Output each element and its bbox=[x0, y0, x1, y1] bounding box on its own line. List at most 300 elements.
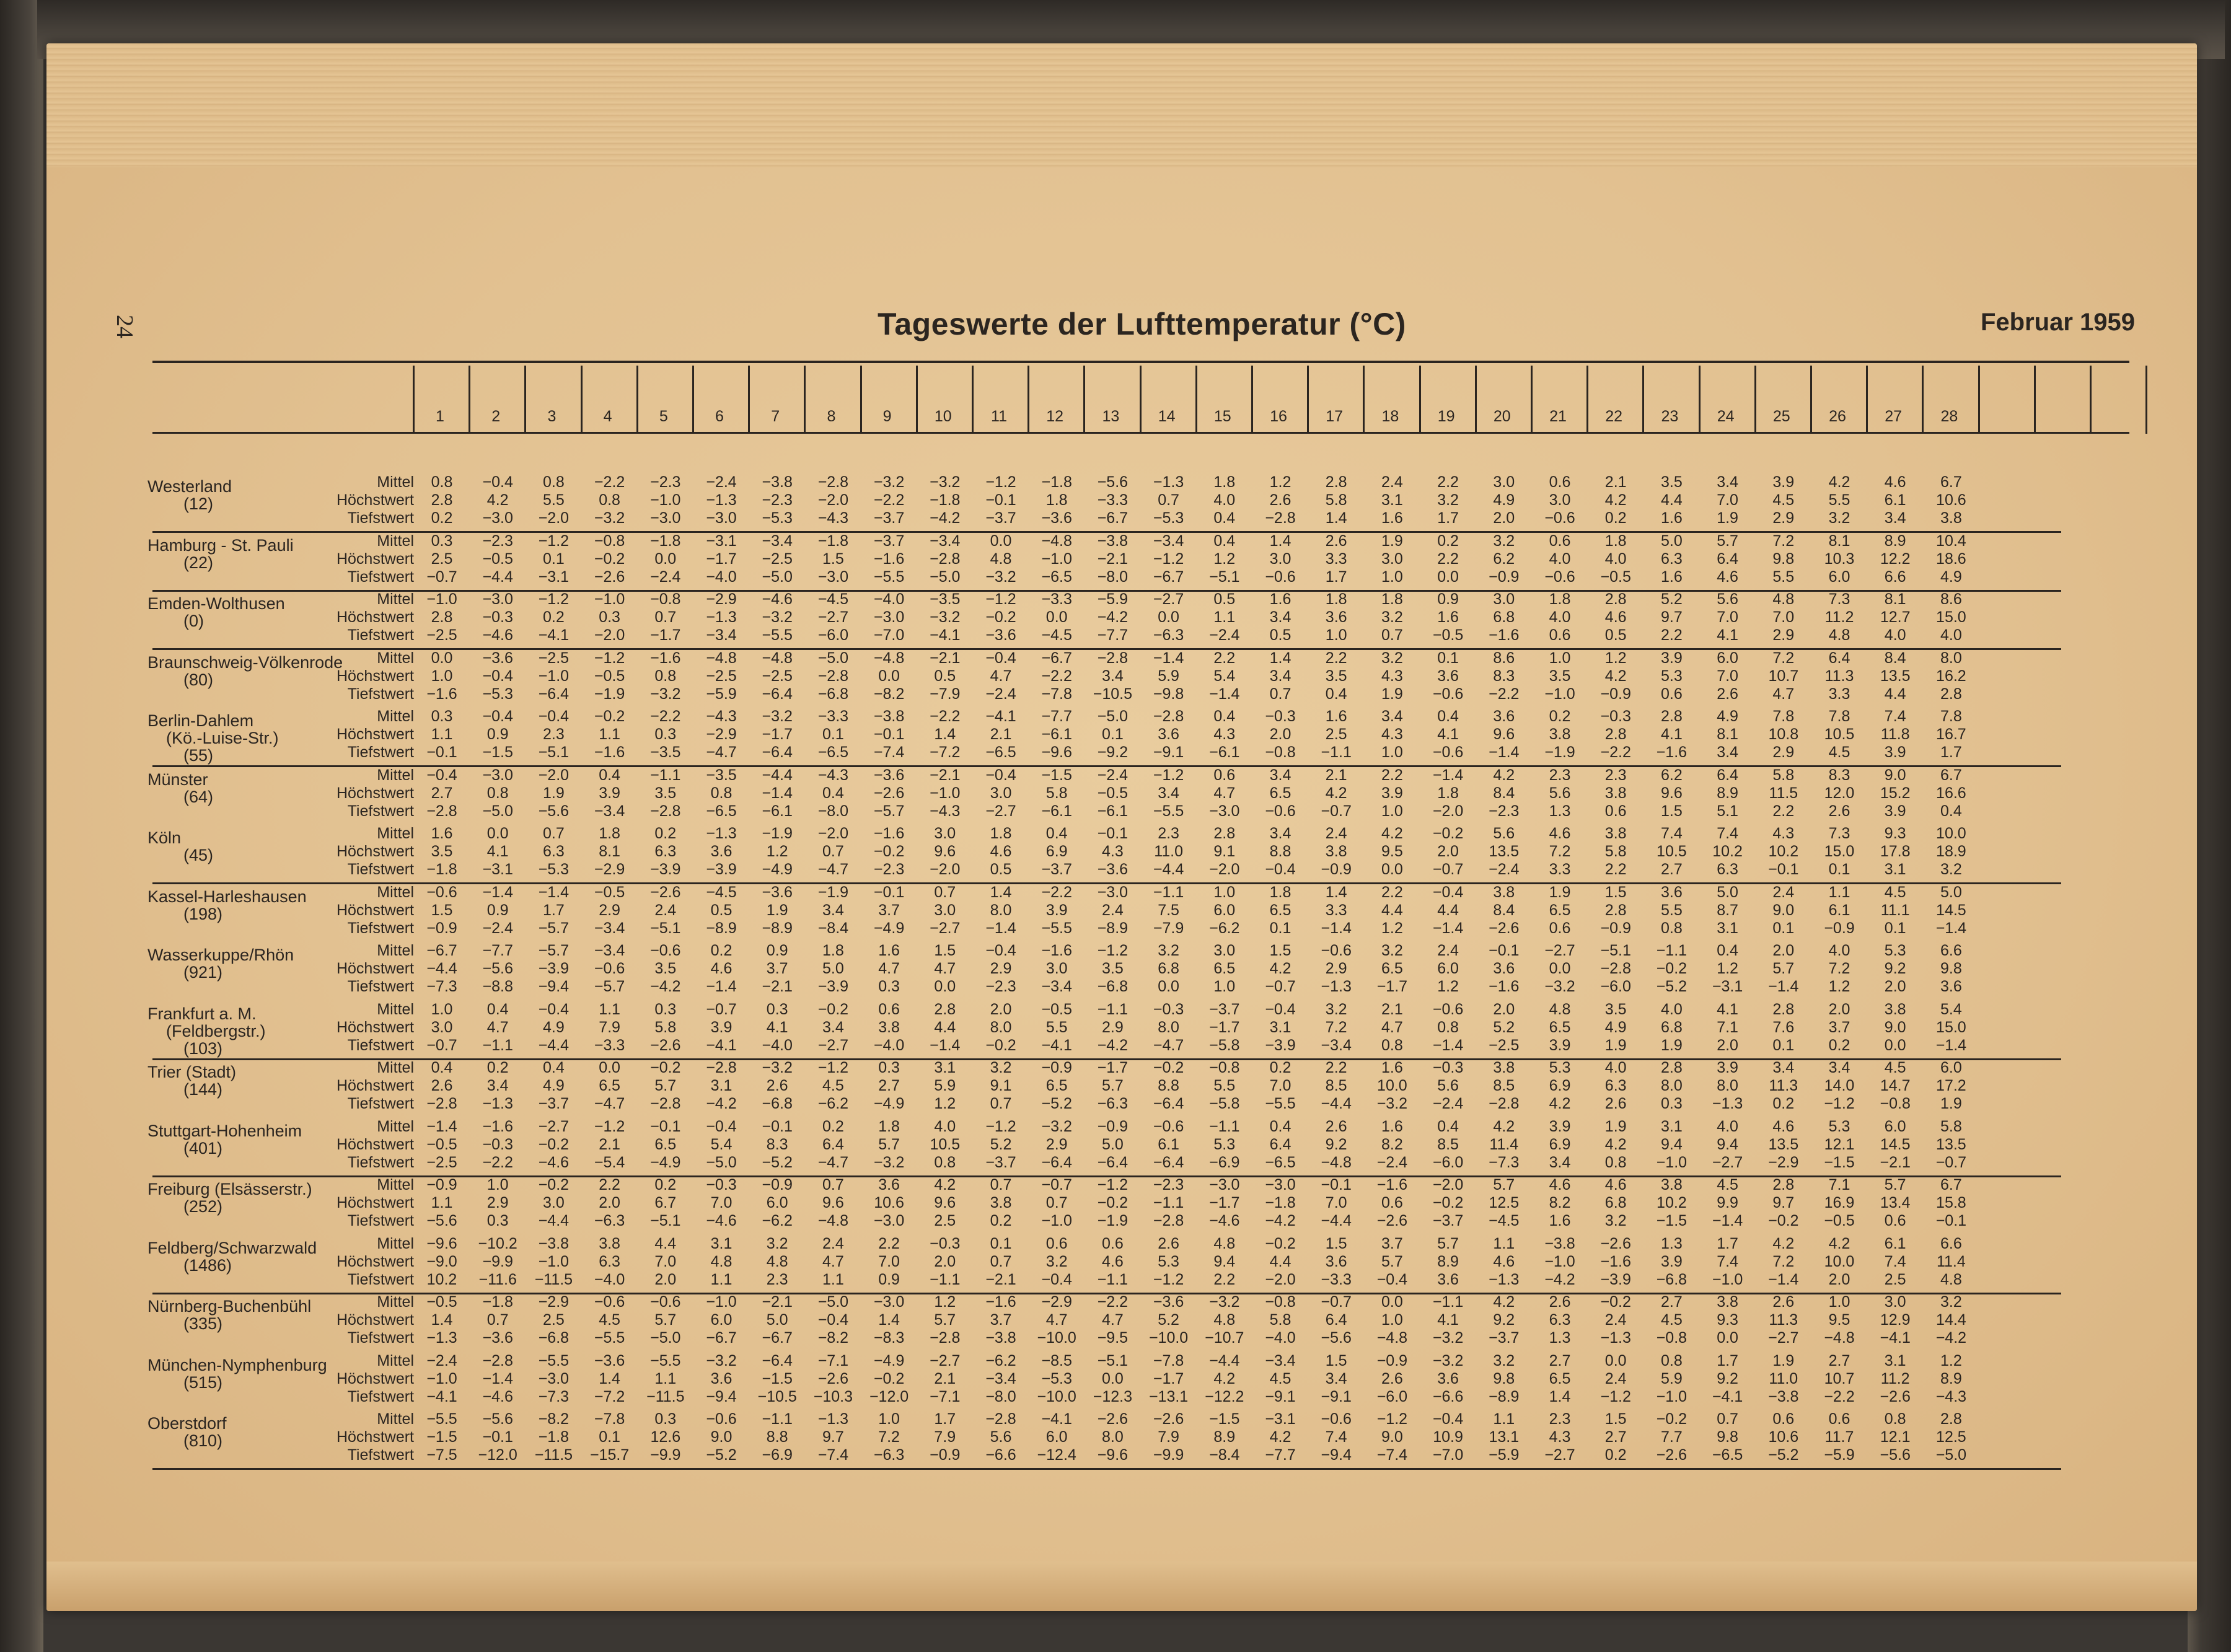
temperature-value: 0.4 bbox=[1437, 708, 1459, 725]
row-label-mean: Mittel bbox=[377, 708, 414, 725]
temperature-value: −1.8 bbox=[426, 861, 457, 878]
temperature-value: 1.6 bbox=[878, 942, 900, 959]
temperature-value: −0.6 bbox=[650, 1293, 681, 1311]
temperature-value: 1.7 bbox=[1717, 1234, 1738, 1252]
header-column-divider bbox=[916, 366, 918, 434]
temperature-value: −0.6 bbox=[594, 960, 625, 977]
temperature-value: 0.6 bbox=[1549, 919, 1571, 937]
station-elevation: (1486) bbox=[183, 1255, 232, 1275]
temperature-value: 1.8 bbox=[1269, 883, 1292, 901]
header-column-divider bbox=[804, 366, 806, 434]
temperature-value: −0.9 bbox=[1376, 1351, 1408, 1369]
temperature-value: 13.5 bbox=[1936, 1135, 1966, 1153]
temperature-value: 0.7 bbox=[1381, 626, 1403, 644]
temperature-value: 3.6 bbox=[1325, 609, 1347, 626]
temperature-value: 0.1 bbox=[1884, 919, 1906, 937]
temperature-value: 5.8 bbox=[1325, 491, 1347, 509]
temperature-value: 0.0 bbox=[1717, 1329, 1738, 1347]
temperature-value: −1.1 bbox=[1153, 1194, 1184, 1211]
temperature-value: 12.7 bbox=[1880, 609, 1911, 626]
temperature-value: 5.9 bbox=[1661, 1369, 1683, 1387]
temperature-value: −5.6 bbox=[482, 1410, 513, 1428]
temperature-value: 1.5 bbox=[1325, 1234, 1347, 1252]
temperature-value: 13.5 bbox=[1768, 1135, 1799, 1153]
temperature-value: −0.1 bbox=[1097, 825, 1129, 842]
temperature-value: −0.6 bbox=[1544, 509, 1575, 527]
temperature-value: −2.7 bbox=[817, 1036, 849, 1054]
temperature-value: −0.3 bbox=[706, 1176, 737, 1193]
temperature-value: −2.8 bbox=[1600, 960, 1631, 977]
temperature-value: −8.0 bbox=[817, 802, 849, 820]
temperature-value: −0.6 bbox=[1432, 685, 1464, 703]
row-label-min: Tiefstwert bbox=[347, 1387, 414, 1405]
temperature-value: 16.7 bbox=[1936, 726, 1966, 743]
temperature-value: 4.2 bbox=[1493, 1117, 1515, 1135]
temperature-value: 11.3 bbox=[1769, 1077, 1798, 1094]
temperature-value: −7.8 bbox=[594, 1410, 625, 1428]
day-header-11: 11 bbox=[991, 408, 1007, 425]
temperature-value: −3.8 bbox=[1097, 532, 1129, 550]
temperature-value: −2.8 bbox=[650, 1095, 681, 1112]
temperature-value: −0.7 bbox=[426, 1036, 457, 1054]
temperature-value: 2.8 bbox=[431, 491, 453, 509]
header-column-divider bbox=[1083, 366, 1085, 434]
temperature-value: 4.6 bbox=[1102, 1252, 1124, 1270]
row-label-min: Tiefstwert bbox=[347, 1446, 414, 1464]
temperature-value: −3.2 bbox=[1432, 1329, 1464, 1347]
temperature-value: 3.0 bbox=[543, 1194, 565, 1211]
temperature-value: 2.3 bbox=[1549, 1410, 1571, 1428]
row-label-min: Tiefstwert bbox=[347, 1329, 414, 1347]
temperature-value: −8.8 bbox=[482, 978, 513, 995]
temperature-value: −6.8 bbox=[1656, 1270, 1688, 1288]
temperature-value: 0.4 bbox=[431, 1059, 453, 1076]
temperature-value: −2.8 bbox=[1489, 1095, 1520, 1112]
temperature-value: −6.1 bbox=[762, 802, 793, 820]
temperature-value: −4.4 bbox=[1153, 861, 1184, 878]
temperature-value: −4.6 bbox=[1209, 1212, 1240, 1229]
temperature-value: −2.3 bbox=[1489, 802, 1520, 820]
temperature-value: 0.8 bbox=[654, 667, 677, 685]
day-header-15: 15 bbox=[1213, 408, 1231, 425]
temperature-value: −4.8 bbox=[1824, 1329, 1855, 1347]
temperature-value: −6.0 bbox=[1432, 1153, 1464, 1171]
temperature-value: −0.1 bbox=[650, 1117, 681, 1135]
temperature-value: −5.3 bbox=[482, 685, 513, 703]
temperature-value: −2.9 bbox=[706, 591, 737, 608]
temperature-value: −5.9 bbox=[1489, 1446, 1520, 1464]
temperature-value: −3.9 bbox=[650, 861, 681, 878]
temperature-value: −0.7 bbox=[426, 568, 457, 586]
temperature-value: 5.5 bbox=[1045, 1018, 1068, 1036]
temperature-value: −0.5 bbox=[1432, 626, 1464, 644]
temperature-value: 4.2 bbox=[1772, 1234, 1795, 1252]
temperature-value: −0.2 bbox=[1600, 1293, 1631, 1311]
temperature-value: 7.0 bbox=[710, 1194, 733, 1211]
temperature-value: 1.2 bbox=[934, 1293, 956, 1311]
temperature-value: −6.2 bbox=[985, 1351, 1016, 1369]
temperature-value: −6.3 bbox=[1097, 1095, 1129, 1112]
temperature-value: −2.0 bbox=[1432, 1176, 1464, 1193]
temperature-value: 1.5 bbox=[1661, 802, 1683, 820]
temperature-value: 2.6 bbox=[1549, 1293, 1571, 1311]
temperature-value: −0.6 bbox=[650, 942, 681, 959]
station-elevation: (401) bbox=[183, 1138, 223, 1158]
row-label-min: Tiefstwert bbox=[347, 919, 414, 937]
temperature-value: 4.3 bbox=[1772, 825, 1795, 842]
temperature-value: 3.9 bbox=[1717, 1059, 1738, 1076]
temperature-value: −6.5 bbox=[1041, 568, 1072, 586]
temperature-value: −7.7 bbox=[1041, 708, 1072, 725]
temperature-value: −1.4 bbox=[1153, 649, 1184, 667]
temperature-value: 0.6 bbox=[1213, 766, 1236, 784]
temperature-value: −2.2 bbox=[594, 473, 625, 491]
temperature-value: −5.7 bbox=[538, 942, 570, 959]
temperature-value: 1.3 bbox=[1549, 802, 1571, 820]
temperature-value: 2.0 bbox=[934, 1252, 956, 1270]
day-header-4: 4 bbox=[603, 408, 612, 425]
temperature-value: 0.0 bbox=[1158, 609, 1179, 626]
temperature-value: −0.8 bbox=[650, 591, 681, 608]
temperature-value: −4.5 bbox=[706, 883, 737, 901]
temperature-value: −1.1 bbox=[482, 1036, 513, 1054]
temperature-value: 3.3 bbox=[1828, 685, 1850, 703]
temperature-value: −0.6 bbox=[1544, 568, 1575, 586]
temperature-value: 8.6 bbox=[1940, 591, 1962, 608]
temperature-value: 6.3 bbox=[1717, 861, 1738, 878]
temperature-value: −2.4 bbox=[650, 568, 681, 586]
temperature-value: −8.3 bbox=[873, 1329, 905, 1347]
temperature-value: −3.7 bbox=[873, 509, 905, 527]
temperature-value: −0.7 bbox=[1041, 1176, 1072, 1193]
temperature-value: −6.0 bbox=[1600, 978, 1631, 995]
header-column-divider bbox=[1140, 366, 1142, 434]
temperature-value: −2.1 bbox=[930, 766, 961, 784]
day-header-24: 24 bbox=[1717, 408, 1735, 425]
station-separator bbox=[152, 1468, 2061, 1470]
temperature-value: −4.9 bbox=[762, 861, 793, 878]
temperature-value: −6.5 bbox=[817, 744, 849, 761]
temperature-value: 0.3 bbox=[486, 1212, 509, 1229]
temperature-value: −6.1 bbox=[1209, 744, 1240, 761]
temperature-value: −1.6 bbox=[650, 649, 681, 667]
temperature-value: −3.6 bbox=[762, 883, 793, 901]
temperature-value: 7.2 bbox=[1772, 649, 1795, 667]
temperature-value: −4.0 bbox=[873, 591, 905, 608]
temperature-value: −5.3 bbox=[1041, 1369, 1072, 1387]
temperature-value: −3.9 bbox=[1265, 1036, 1296, 1054]
temperature-value: 3.1 bbox=[1717, 919, 1738, 937]
temperature-value: 7.0 bbox=[1717, 609, 1738, 626]
temperature-value: 0.6 bbox=[878, 1000, 900, 1018]
temperature-value: −1.1 bbox=[1321, 744, 1352, 761]
temperature-value: 4.7 bbox=[934, 960, 956, 977]
temperature-value: −1.4 bbox=[482, 1369, 513, 1387]
row-label-min: Tiefstwert bbox=[347, 1095, 414, 1112]
temperature-value: 6.5 bbox=[1269, 784, 1292, 802]
temperature-value: 0.6 bbox=[1604, 802, 1627, 820]
temperature-value: −1.0 bbox=[538, 1252, 570, 1270]
temperature-value: −4.2 bbox=[1935, 1329, 1967, 1347]
temperature-value: −12.0 bbox=[478, 1446, 517, 1464]
temperature-value: −1.6 bbox=[985, 1293, 1016, 1311]
temperature-value: −5.0 bbox=[930, 568, 961, 586]
temperature-value: −1.4 bbox=[1768, 1270, 1799, 1288]
temperature-value: 4.2 bbox=[486, 491, 509, 509]
temperature-value: 4.9 bbox=[1940, 568, 1962, 586]
temperature-value: −0.5 bbox=[1097, 784, 1129, 802]
temperature-value: −2.6 bbox=[1153, 1410, 1184, 1428]
temperature-value: 7.4 bbox=[1884, 708, 1906, 725]
temperature-value: 3.9 bbox=[1884, 744, 1906, 761]
temperature-value: −6.9 bbox=[1209, 1153, 1240, 1171]
temperature-value: 3.8 bbox=[1717, 1293, 1738, 1311]
temperature-value: 4.0 bbox=[934, 1117, 956, 1135]
temperature-value: −3.9 bbox=[817, 978, 849, 995]
temperature-value: 3.2 bbox=[1381, 649, 1403, 667]
station-elevation: (80) bbox=[183, 670, 214, 689]
temperature-value: 18.6 bbox=[1936, 550, 1966, 568]
temperature-value: −9.1 bbox=[1321, 1387, 1352, 1405]
temperature-value: 1.1 bbox=[1213, 609, 1236, 626]
row-label-max: Höchstwert bbox=[336, 960, 414, 977]
temperature-value: −7.5 bbox=[426, 1446, 457, 1464]
temperature-value: −0.7 bbox=[706, 1000, 737, 1018]
temperature-value: −3.4 bbox=[1321, 1036, 1352, 1054]
temperature-value: −1.1 bbox=[1097, 1270, 1129, 1288]
temperature-value: 2.4 bbox=[1604, 1311, 1627, 1329]
temperature-value: 0.4 bbox=[1213, 708, 1236, 725]
header-column-divider bbox=[1307, 366, 1309, 434]
temperature-value: 5.8 bbox=[1045, 784, 1068, 802]
temperature-value: −2.4 bbox=[1097, 766, 1129, 784]
temperature-value: 1.2 bbox=[1213, 550, 1236, 568]
temperature-value: −0.2 bbox=[650, 1059, 681, 1076]
temperature-value: −9.9 bbox=[1153, 1446, 1184, 1464]
temperature-value: 3.2 bbox=[1940, 861, 1962, 878]
temperature-value: −6.0 bbox=[817, 626, 849, 644]
temperature-value: 1.4 bbox=[1269, 532, 1292, 550]
temperature-value: −4.3 bbox=[1935, 1387, 1967, 1405]
temperature-value: −0.8 bbox=[1265, 744, 1296, 761]
row-label-max: Höchstwert bbox=[336, 901, 414, 919]
temperature-value: 3.2 bbox=[1045, 1252, 1068, 1270]
temperature-value: 0.0 bbox=[1045, 609, 1068, 626]
temperature-value: 0.0 bbox=[1158, 978, 1179, 995]
temperature-value: −2.6 bbox=[1097, 1410, 1129, 1428]
day-header-10: 10 bbox=[934, 408, 952, 425]
temperature-value: 1.8 bbox=[599, 825, 620, 842]
temperature-value: 1.4 bbox=[431, 1311, 453, 1329]
temperature-value: −1.6 bbox=[1376, 1176, 1408, 1193]
temperature-value: −6.2 bbox=[762, 1212, 793, 1229]
temperature-value: 2.6 bbox=[1604, 1095, 1627, 1112]
temperature-value: −3.6 bbox=[1097, 861, 1129, 878]
temperature-value: 2.7 bbox=[1661, 861, 1683, 878]
header-column-divider bbox=[1810, 366, 1812, 434]
temperature-value: 1.0 bbox=[1549, 649, 1571, 667]
temperature-value: 3.9 bbox=[1772, 473, 1795, 491]
temperature-value: −5.3 bbox=[1153, 509, 1184, 527]
temperature-value: −2.6 bbox=[1376, 1212, 1408, 1229]
temperature-value: −1.8 bbox=[538, 1428, 570, 1446]
temperature-value: 13.4 bbox=[1880, 1194, 1911, 1211]
temperature-value: 8.8 bbox=[766, 1428, 788, 1446]
temperature-value: 2.3 bbox=[1158, 825, 1179, 842]
temperature-value: −3.6 bbox=[873, 766, 905, 784]
temperature-value: −7.8 bbox=[1153, 1351, 1184, 1369]
temperature-value: 1.4 bbox=[1549, 1387, 1571, 1405]
temperature-value: 0.2 bbox=[1828, 1036, 1850, 1054]
temperature-value: 6.3 bbox=[1549, 1311, 1571, 1329]
temperature-value: −4.4 bbox=[762, 766, 793, 784]
temperature-value: −2.0 bbox=[538, 766, 570, 784]
temperature-value: −3.2 bbox=[594, 509, 625, 527]
row-label-mean: Mittel bbox=[377, 532, 414, 550]
row-label-mean: Mittel bbox=[377, 473, 414, 491]
temperature-value: −0.1 bbox=[873, 883, 905, 901]
temperature-value: 1.3 bbox=[1661, 1234, 1683, 1252]
temperature-value: 7.0 bbox=[1772, 609, 1795, 626]
temperature-value: 3.0 bbox=[1213, 942, 1236, 959]
book-edge-left bbox=[0, 0, 43, 1652]
temperature-value: −5.2 bbox=[1768, 1446, 1799, 1464]
temperature-value: 0.3 bbox=[878, 978, 900, 995]
day-header-20: 20 bbox=[1493, 408, 1511, 425]
temperature-value: 2.8 bbox=[934, 1000, 956, 1018]
temperature-value: −1.2 bbox=[1097, 1176, 1129, 1193]
temperature-value: −12.2 bbox=[1205, 1387, 1244, 1405]
header-column-divider bbox=[524, 366, 526, 434]
station-name: Westerland bbox=[147, 477, 232, 496]
temperature-value: −2.9 bbox=[706, 726, 737, 743]
temperature-value: 1.0 bbox=[431, 1000, 453, 1018]
temperature-value: 3.2 bbox=[1493, 1351, 1515, 1369]
temperature-value: 5.6 bbox=[990, 1428, 1012, 1446]
temperature-value: −2.1 bbox=[985, 1270, 1016, 1288]
temperature-value: 10.2 bbox=[1657, 1194, 1687, 1211]
temperature-value: −0.1 bbox=[1768, 861, 1799, 878]
temperature-value: −5.1 bbox=[650, 1212, 681, 1229]
temperature-value: 2.8 bbox=[1325, 473, 1347, 491]
temperature-value: 3.2 bbox=[1158, 942, 1179, 959]
temperature-value: −6.1 bbox=[1097, 802, 1129, 820]
temperature-value: 1.6 bbox=[1437, 609, 1459, 626]
temperature-value: −2.6 bbox=[650, 1036, 681, 1054]
temperature-value: 9.1 bbox=[1213, 843, 1236, 860]
temperature-value: −0.5 bbox=[1824, 1212, 1855, 1229]
temperature-value: −4.4 bbox=[1209, 1351, 1240, 1369]
temperature-value: 9.0 bbox=[1884, 1018, 1906, 1036]
temperature-value: 5.1 bbox=[1717, 802, 1738, 820]
temperature-value: −0.1 bbox=[1935, 1212, 1967, 1229]
temperature-value: −3.7 bbox=[1432, 1212, 1464, 1229]
temperature-value: 8.9 bbox=[1940, 1369, 1962, 1387]
temperature-value: −4.1 bbox=[1041, 1036, 1072, 1054]
temperature-value: 0.5 bbox=[1604, 626, 1627, 644]
temperature-value: −0.1 bbox=[1489, 942, 1520, 959]
temperature-value: 11.4 bbox=[1489, 1135, 1519, 1153]
temperature-value: 7.4 bbox=[1884, 1252, 1906, 1270]
temperature-value: −2.2 bbox=[1041, 667, 1072, 685]
temperature-value: −2.0 bbox=[930, 861, 961, 878]
temperature-value: 3.0 bbox=[1493, 591, 1515, 608]
temperature-value: 0.6 bbox=[1045, 1234, 1068, 1252]
temperature-value: −5.1 bbox=[1209, 568, 1240, 586]
temperature-value: −2.1 bbox=[762, 978, 793, 995]
temperature-value: 2.2 bbox=[1213, 1270, 1236, 1288]
temperature-value: 0.2 bbox=[654, 825, 677, 842]
temperature-value: 8.0 bbox=[1158, 1018, 1179, 1036]
temperature-value: 0.3 bbox=[431, 532, 453, 550]
temperature-value: 2.8 bbox=[431, 609, 453, 626]
temperature-value: 0.7 bbox=[822, 1176, 844, 1193]
temperature-value: 4.2 bbox=[1493, 1293, 1515, 1311]
temperature-value: −6.2 bbox=[1209, 919, 1240, 937]
temperature-value: −5.9 bbox=[706, 685, 737, 703]
temperature-value: −7.0 bbox=[1432, 1446, 1464, 1464]
row-label-min: Tiefstwert bbox=[347, 509, 414, 527]
temperature-value: 9.0 bbox=[1884, 766, 1906, 784]
temperature-value: −3.2 bbox=[930, 609, 961, 626]
temperature-value: 1.4 bbox=[878, 1311, 900, 1329]
temperature-value: 2.3 bbox=[543, 726, 565, 743]
header-column-divider bbox=[1586, 366, 1588, 434]
temperature-value: −1.7 bbox=[1209, 1194, 1240, 1211]
temperature-value: 1.1 bbox=[1493, 1410, 1515, 1428]
temperature-value: −11.6 bbox=[478, 1270, 517, 1288]
temperature-value: 4.8 bbox=[1772, 591, 1795, 608]
station-name: Hamburg - St. Pauli bbox=[147, 535, 294, 555]
temperature-value: 3.4 bbox=[1325, 1369, 1347, 1387]
temperature-value: 9.3 bbox=[1717, 1311, 1738, 1329]
temperature-value: 5.3 bbox=[1828, 1117, 1850, 1135]
temperature-value: −1.3 bbox=[1600, 1329, 1631, 1347]
temperature-value: 11.1 bbox=[1880, 901, 1910, 919]
row-label-mean: Mittel bbox=[377, 1000, 414, 1018]
temperature-value: −7.1 bbox=[817, 1351, 849, 1369]
temperature-value: 6.4 bbox=[1828, 649, 1850, 667]
temperature-value: 4.1 bbox=[1717, 626, 1738, 644]
temperature-value: 12.0 bbox=[1824, 784, 1855, 802]
temperature-value: 1.8 bbox=[878, 1117, 900, 1135]
temperature-value: −3.0 bbox=[873, 609, 905, 626]
temperature-value: −2.5 bbox=[706, 667, 737, 685]
temperature-value: 4.9 bbox=[1493, 491, 1515, 509]
temperature-value: 8.9 bbox=[1213, 1428, 1236, 1446]
temperature-value: 4.4 bbox=[654, 1234, 677, 1252]
temperature-value: −1.6 bbox=[426, 685, 457, 703]
temperature-value: −4.9 bbox=[873, 919, 905, 937]
temperature-value: −0.2 bbox=[1153, 1059, 1184, 1076]
temperature-value: −3.8 bbox=[538, 1234, 570, 1252]
temperature-value: 3.1 bbox=[1884, 1351, 1906, 1369]
temperature-value: 2.7 bbox=[878, 1077, 900, 1094]
temperature-value: 11.3 bbox=[1824, 667, 1854, 685]
temperature-value: 4.8 bbox=[1213, 1234, 1236, 1252]
header-column-divider bbox=[1699, 366, 1701, 434]
temperature-value: −8.4 bbox=[1209, 1446, 1240, 1464]
temperature-value: 1.2 bbox=[1940, 1351, 1962, 1369]
temperature-value: 4.8 bbox=[990, 550, 1012, 568]
temperature-value: 0.6 bbox=[1102, 1234, 1124, 1252]
header-column-divider bbox=[2090, 366, 2092, 434]
station-elevation: (45) bbox=[183, 846, 214, 864]
temperature-value: −1.4 bbox=[1321, 919, 1352, 937]
temperature-value: −0.4 bbox=[1432, 1410, 1464, 1428]
temperature-value: 1.8 bbox=[1381, 591, 1403, 608]
temperature-value: −4.2 bbox=[706, 1095, 737, 1112]
